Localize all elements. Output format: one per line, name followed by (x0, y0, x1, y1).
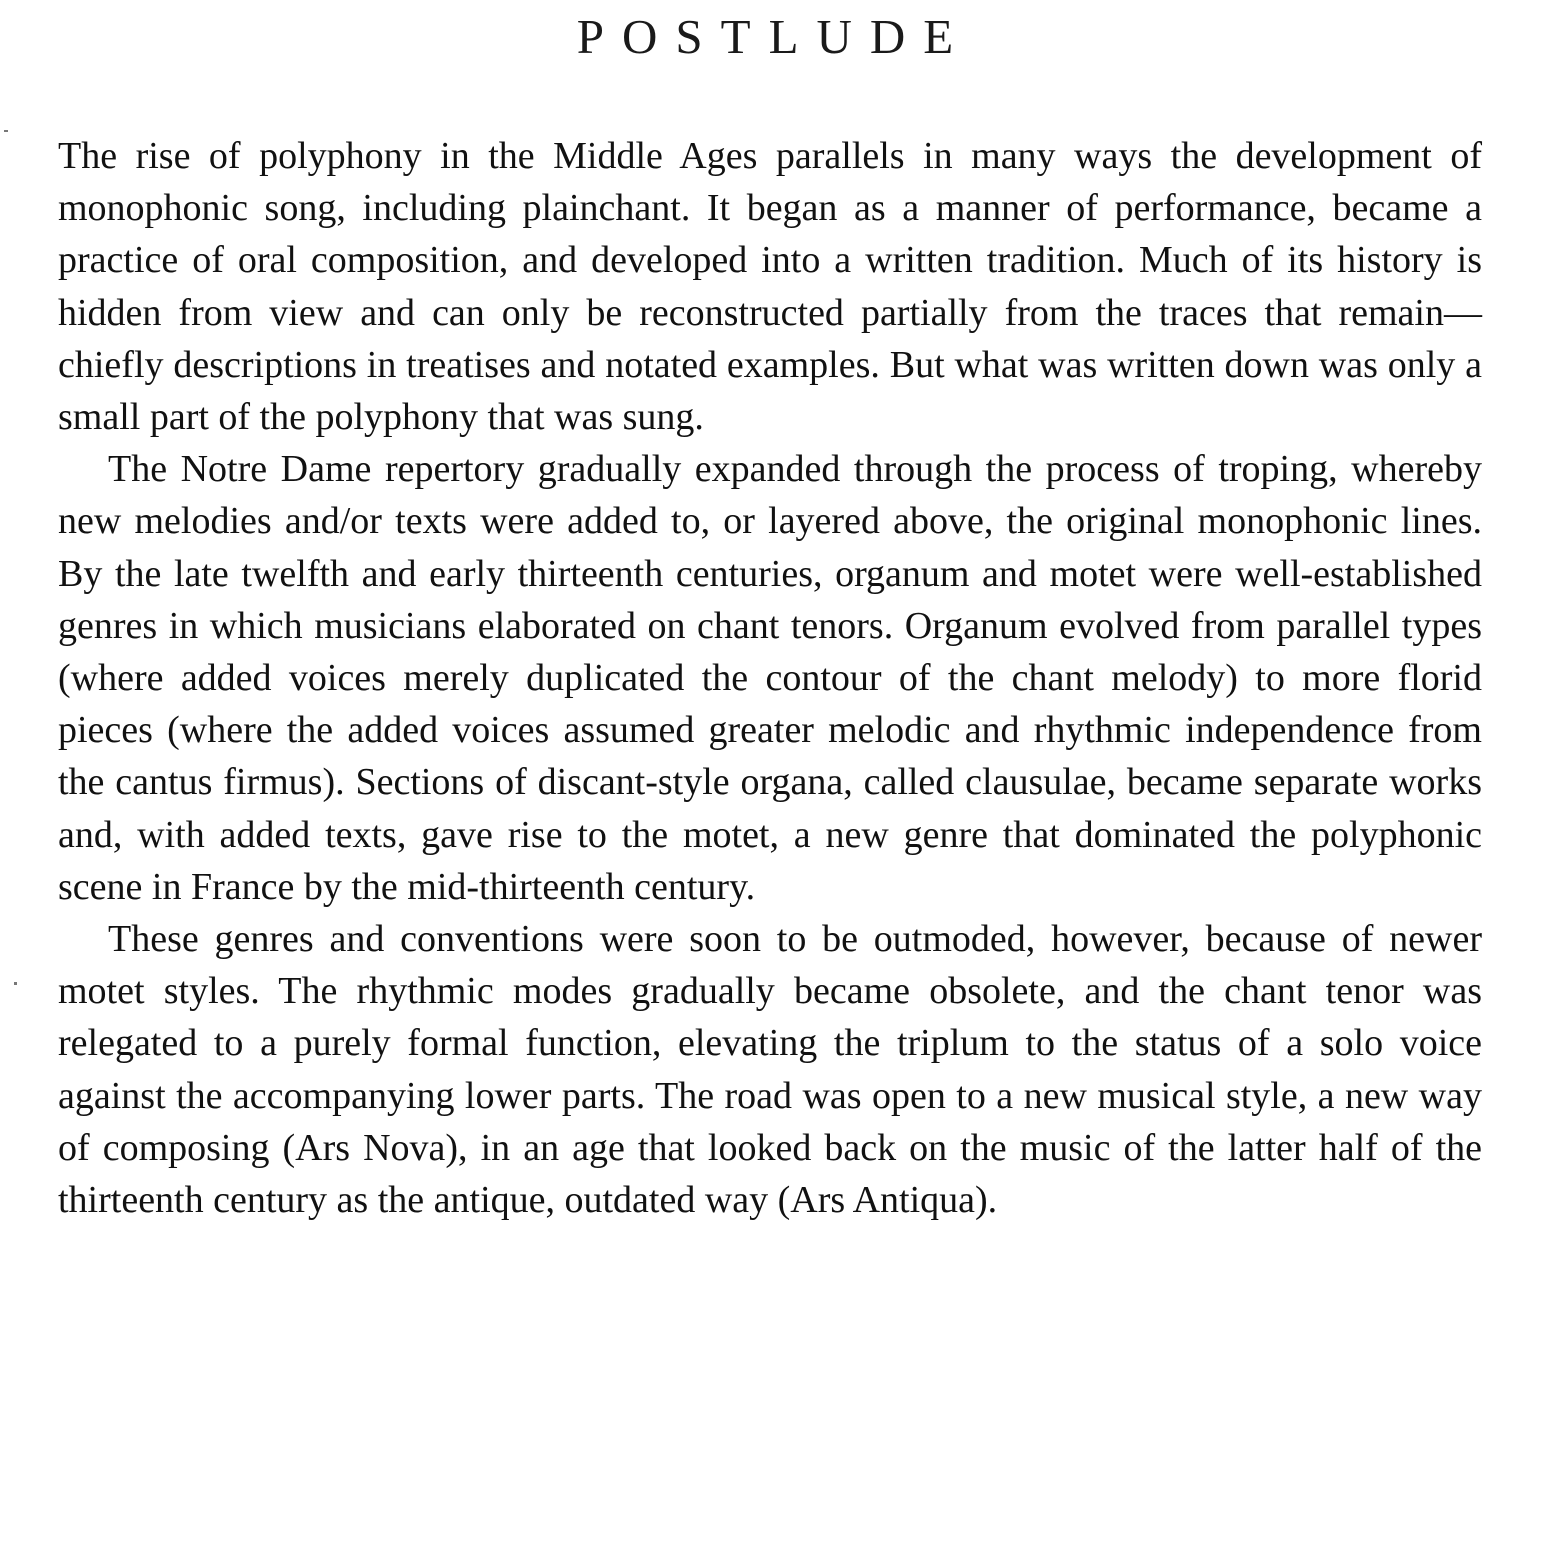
body-text (58, 130, 1482, 1226)
paragraph-3: These genres and conventions were soon to be outmoded, however, because of newer motet styles. The rhythmic modes gradually became obsolete, and the chant tenor was relegated to a purely formal function, elevating the triplum to the status of a solo voice against the accompanying lower parts. The road was open to a new musical style, a new way of composing (Ars Nova), in an age that looked back on the music of the latter half of the thirteenth century as the antique, outdated way (Ars Antiqua). (58, 918, 1482, 1222)
scan-speck (14, 982, 17, 985)
paragraph-1: The rise of polyphony in the Middle Ages parallels in many ways the development of monophonic song, including plainchant. It began as a manner of performance, became a practice of oral composition, and developed into a written tradition. Much of its history is hidden from view and can only be reconstructed partially from the traces that remain—chiefly descriptions in treatises and notated examples. But what was written down was only a small part of the polyphony that was sung. (58, 135, 1482, 439)
chapter-title: POSTLUDE (576, 9, 972, 64)
paragraph-2: The Notre Dame repertory gradually expanded through the process of troping, whereby new melodies and/or texts were added to, or layered above, the original monophonic lines. By the late twelfth and early thirteenth centuries, organum and motet were well-established genres in which musicians elaborated on chant tenors. Organum evolved from parallel types (where added voices merely duplicated the contour of the chant melody) to more florid pieces (where the added voices assumed greater melodic and rhythmic independence from the cantus firmus). Sections of discant-style organa, called clausulae, became separate works and, with added texts, gave rise to the motet, a new genre that dominated the polyphonic scene in France by the mid-thirteenth century. (58, 448, 1482, 908)
scan-speck (4, 130, 8, 132)
